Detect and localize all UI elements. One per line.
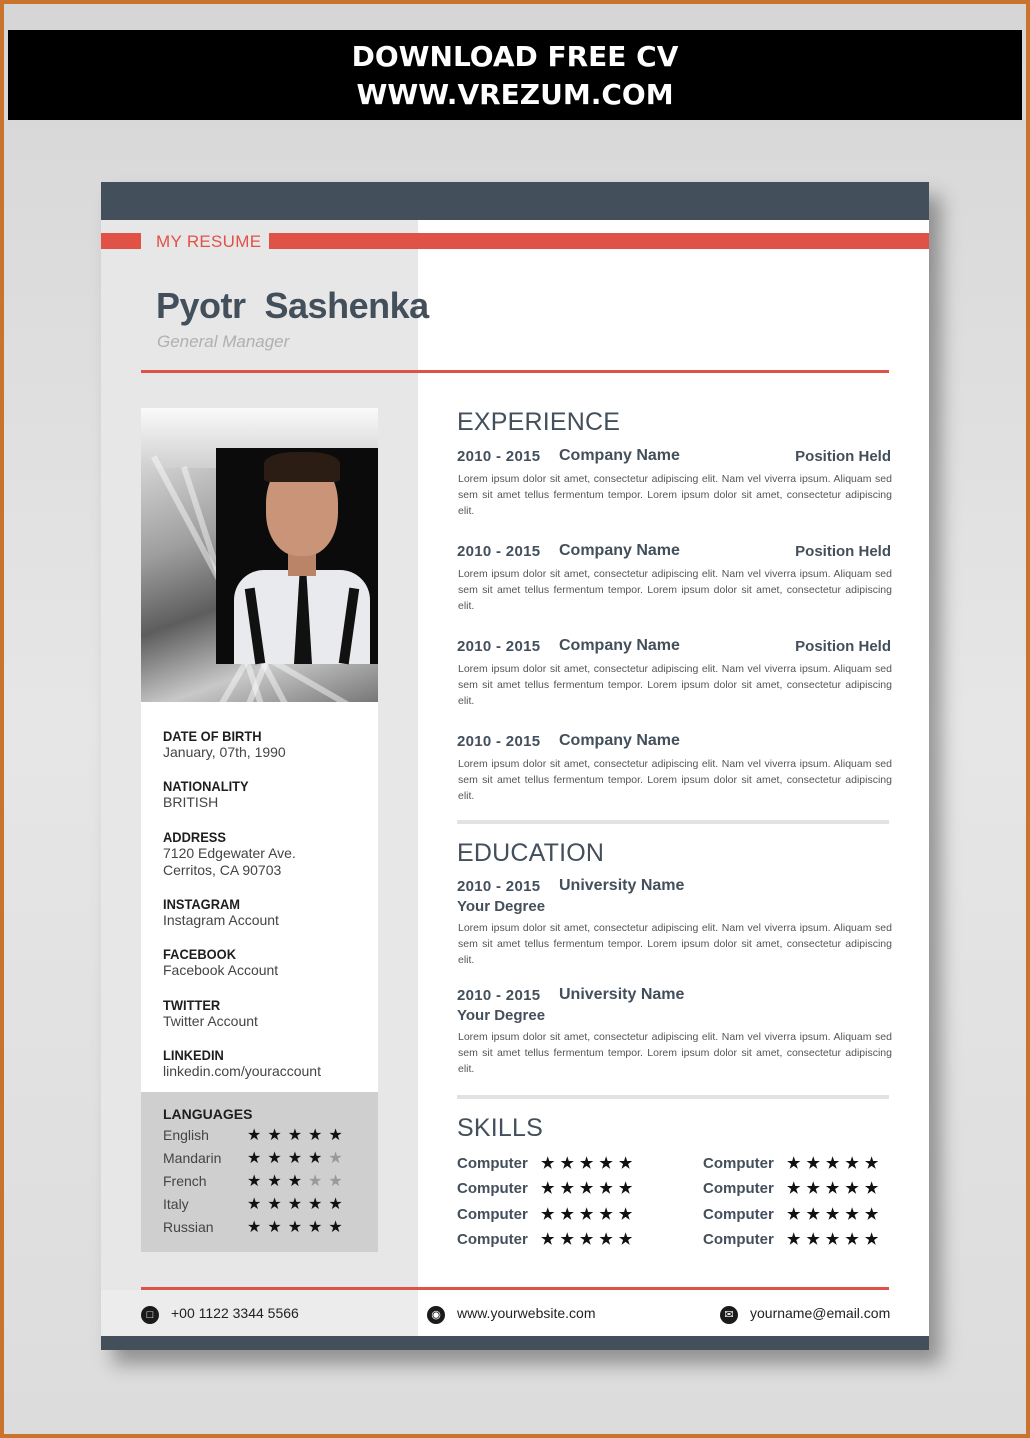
skill-row bbox=[457, 1206, 677, 1226]
candidate-title: General Manager bbox=[157, 332, 290, 351]
banner-line-1: DOWNLOAD FREE CV bbox=[351, 40, 679, 73]
star-icon: ★ bbox=[328, 1219, 349, 1236]
skill-rating bbox=[787, 1179, 884, 1197]
personal-item bbox=[163, 997, 363, 1030]
experience-years: 2010 - 2015 bbox=[457, 448, 541, 465]
personal-label: ADDRESS bbox=[163, 829, 226, 845]
skill-rating bbox=[541, 1205, 638, 1223]
star-icon: ★ bbox=[308, 1219, 329, 1236]
star-icon: ★ bbox=[599, 1205, 619, 1223]
star-icon: ★ bbox=[328, 1196, 349, 1213]
skill-row bbox=[457, 1231, 677, 1251]
education-degree: Your Degree bbox=[457, 1007, 546, 1024]
experience-company: Company Name bbox=[559, 732, 680, 749]
star-icon: ★ bbox=[308, 1150, 329, 1167]
languages-box bbox=[141, 1092, 378, 1252]
star-icon: ★ bbox=[599, 1180, 619, 1198]
language-row bbox=[163, 1196, 363, 1218]
star-icon: ★ bbox=[328, 1127, 349, 1144]
language-row bbox=[163, 1127, 363, 1149]
star-icon: ★ bbox=[247, 1219, 268, 1236]
star-icon: ★ bbox=[864, 1180, 885, 1198]
language-name: Mandarin bbox=[163, 1150, 222, 1166]
skill-rating bbox=[787, 1205, 884, 1223]
education-title: EDUCATION bbox=[457, 839, 605, 867]
star-icon: ★ bbox=[247, 1150, 268, 1167]
experience-years: 2010 - 2015 bbox=[457, 638, 541, 655]
experience-company: Company Name bbox=[559, 542, 680, 559]
star-icon: ★ bbox=[579, 1180, 600, 1198]
star-icon: ★ bbox=[541, 1230, 561, 1248]
top-bar bbox=[101, 182, 929, 220]
portrait-image bbox=[216, 448, 378, 664]
resume-tag: MY RESUME bbox=[156, 232, 262, 251]
personal-label: TWITTER bbox=[163, 997, 221, 1013]
experience-title: EXPERIENCE bbox=[457, 408, 621, 436]
star-icon: ★ bbox=[328, 1150, 349, 1167]
email-icon: ✉ bbox=[720, 1306, 738, 1324]
personal-value: 7120 Edgewater Ave. bbox=[163, 845, 296, 861]
star-icon: ★ bbox=[806, 1155, 826, 1172]
experience-description: Lorem ipsum dolor sit amet, consectetur adipiscing elit. Nam vel viverra ipsum. Aliquam sed sem sit amet tellus fermentum tempor. Lorem ipsum dolor sit amet, consectetur adipiscing elit. bbox=[458, 568, 892, 612]
experience-years: 2010 - 2015 bbox=[457, 733, 541, 750]
experience-description: Lorem ipsum dolor sit amet, consectetur adipiscing elit. Nam vel viverra ipsum. Aliquam sed sem sit amet tellus fermentum tempor. Lorem ipsum dolor sit amet, consectetur adipiscing elit. bbox=[458, 663, 892, 707]
phone-icon: □ bbox=[141, 1306, 159, 1324]
star-icon: ★ bbox=[541, 1180, 561, 1198]
star-icon: ★ bbox=[806, 1205, 826, 1223]
personal-label: LINKEDIN bbox=[163, 1047, 224, 1063]
experience-years: 2010 - 2015 bbox=[457, 543, 541, 560]
skill-name: Computer bbox=[703, 1180, 774, 1198]
personal-item bbox=[163, 1047, 363, 1080]
star-icon: ★ bbox=[287, 1196, 309, 1213]
section-divider bbox=[457, 820, 889, 824]
star-icon: ★ bbox=[560, 1155, 580, 1172]
experience-company: Company Name bbox=[559, 447, 680, 464]
resume-page bbox=[101, 182, 929, 1350]
language-rating bbox=[247, 1171, 349, 1191]
skills-title: SKILLS bbox=[457, 1114, 543, 1142]
star-icon: ★ bbox=[806, 1230, 826, 1248]
star-icon: ★ bbox=[599, 1155, 619, 1172]
experience-position: Position Held bbox=[795, 448, 891, 465]
skill-row bbox=[703, 1155, 923, 1175]
personal-label: NATIONALITY bbox=[163, 778, 249, 794]
language-name: English bbox=[163, 1127, 209, 1143]
language-rating bbox=[247, 1217, 349, 1237]
skill-rating bbox=[787, 1154, 884, 1172]
star-icon: ★ bbox=[579, 1155, 600, 1172]
star-icon: ★ bbox=[618, 1180, 639, 1198]
star-icon: ★ bbox=[541, 1155, 561, 1172]
skill-row bbox=[703, 1206, 923, 1226]
star-icon: ★ bbox=[308, 1173, 329, 1190]
language-rating bbox=[247, 1148, 349, 1168]
star-icon: ★ bbox=[287, 1150, 309, 1167]
banner-line-2: WWW.VREZUM.COM bbox=[356, 78, 674, 111]
language-rating bbox=[247, 1125, 349, 1145]
star-icon: ★ bbox=[806, 1180, 826, 1198]
header-divider bbox=[141, 370, 889, 373]
personal-value: Cerritos, CA 90703 bbox=[163, 862, 282, 878]
experience-position: Position Held bbox=[795, 638, 891, 655]
skill-name: Computer bbox=[457, 1230, 528, 1248]
star-icon: ★ bbox=[560, 1180, 580, 1198]
star-icon: ★ bbox=[247, 1173, 268, 1190]
candidate-name: Pyotr Sashenka bbox=[156, 285, 429, 326]
star-icon: ★ bbox=[864, 1155, 885, 1172]
star-icon: ★ bbox=[787, 1205, 807, 1223]
globe-icon: ◉ bbox=[427, 1306, 445, 1324]
star-icon: ★ bbox=[825, 1230, 846, 1248]
footer-phone: +00 1122 3344 5566 bbox=[171, 1305, 299, 1321]
personal-item bbox=[163, 829, 363, 879]
bottom-bar bbox=[101, 1336, 929, 1350]
personal-value: Instagram Account bbox=[163, 912, 279, 928]
language-name: French bbox=[163, 1173, 207, 1189]
star-icon: ★ bbox=[845, 1155, 865, 1172]
education-degree: Your Degree bbox=[457, 898, 546, 915]
skill-name: Computer bbox=[703, 1205, 774, 1223]
star-icon: ★ bbox=[599, 1230, 619, 1248]
star-icon: ★ bbox=[825, 1180, 846, 1198]
skill-name: Computer bbox=[457, 1180, 528, 1198]
star-icon: ★ bbox=[845, 1230, 865, 1248]
star-icon: ★ bbox=[267, 1150, 288, 1167]
experience-position: Position Held bbox=[795, 543, 891, 560]
star-icon: ★ bbox=[247, 1127, 268, 1144]
star-icon: ★ bbox=[864, 1230, 885, 1248]
star-icon: ★ bbox=[308, 1196, 329, 1213]
skill-name: Computer bbox=[457, 1205, 528, 1223]
personal-label: INSTAGRAM bbox=[163, 896, 241, 912]
education-school: University Name bbox=[559, 986, 685, 1003]
skill-rating bbox=[541, 1179, 638, 1197]
language-name: Russian bbox=[163, 1219, 214, 1235]
star-icon: ★ bbox=[864, 1205, 885, 1223]
star-icon: ★ bbox=[787, 1180, 807, 1198]
star-icon: ★ bbox=[328, 1173, 349, 1190]
personal-value: linkedin.com/youraccount bbox=[163, 1063, 321, 1079]
star-icon: ★ bbox=[845, 1205, 865, 1223]
skill-row bbox=[457, 1180, 677, 1200]
skill-row bbox=[457, 1155, 677, 1175]
skill-row bbox=[703, 1180, 923, 1200]
skill-rating bbox=[541, 1154, 638, 1172]
language-row bbox=[163, 1173, 363, 1195]
education-description: Lorem ipsum dolor sit amet, consectetur adipiscing elit. Nam vel viverra ipsum. Aliquam sed sem sit amet tellus fermentum tempor. Lorem ipsum dolor sit amet, consectetur adipiscing elit. bbox=[458, 922, 892, 966]
star-icon: ★ bbox=[308, 1127, 329, 1144]
personal-label: FACEBOOK bbox=[163, 946, 236, 962]
section-divider bbox=[457, 1095, 889, 1099]
download-banner[interactable] bbox=[8, 30, 1022, 120]
skill-name: Computer bbox=[457, 1155, 528, 1172]
star-icon: ★ bbox=[267, 1127, 288, 1144]
personal-item bbox=[163, 728, 363, 761]
education-school: University Name bbox=[559, 877, 685, 894]
language-rating bbox=[247, 1194, 349, 1214]
languages-title: LANGUAGES bbox=[163, 1106, 253, 1122]
star-icon: ★ bbox=[825, 1155, 846, 1172]
star-icon: ★ bbox=[845, 1180, 865, 1198]
star-icon: ★ bbox=[787, 1230, 807, 1248]
personal-item bbox=[163, 778, 363, 811]
experience-company: Company Name bbox=[559, 637, 680, 654]
footer-email[interactable]: yourname@email.com bbox=[750, 1305, 891, 1321]
experience-description: Lorem ipsum dolor sit amet, consectetur adipiscing elit. Nam vel viverra ipsum. Aliquam sed sem sit amet tellus fermentum tempor. Lorem ipsum dolor sit amet, consectetur adipiscing elit. bbox=[458, 758, 892, 802]
skill-rating bbox=[787, 1230, 884, 1248]
star-icon: ★ bbox=[560, 1230, 580, 1248]
star-icon: ★ bbox=[287, 1173, 309, 1190]
star-icon: ★ bbox=[267, 1196, 288, 1213]
language-row bbox=[163, 1150, 363, 1172]
personal-value: January, 07th, 1990 bbox=[163, 744, 286, 760]
star-icon: ★ bbox=[247, 1196, 268, 1213]
star-icon: ★ bbox=[579, 1205, 600, 1223]
education-description: Lorem ipsum dolor sit amet, consectetur adipiscing elit. Nam vel viverra ipsum. Aliquam sed sem sit amet tellus fermentum tempor. Lorem ipsum dolor sit amet, consectetur adipiscing elit. bbox=[458, 1031, 892, 1075]
star-icon: ★ bbox=[560, 1205, 580, 1223]
skill-rating bbox=[541, 1230, 638, 1248]
star-icon: ★ bbox=[267, 1219, 288, 1236]
education-years: 2010 - 2015 bbox=[457, 987, 541, 1004]
skill-row bbox=[703, 1231, 923, 1251]
experience-description: Lorem ipsum dolor sit amet, consectetur adipiscing elit. Nam vel viverra ipsum. Aliquam sed sem sit amet tellus fermentum tempor. Lorem ipsum dolor sit amet, consectetur adipiscing elit. bbox=[458, 473, 892, 517]
profile-photo bbox=[141, 408, 378, 702]
language-row bbox=[163, 1219, 363, 1241]
star-icon: ★ bbox=[618, 1155, 639, 1172]
personal-value: Twitter Account bbox=[163, 1013, 258, 1029]
star-icon: ★ bbox=[541, 1205, 561, 1223]
personal-label: DATE OF BIRTH bbox=[163, 728, 262, 744]
education-years: 2010 - 2015 bbox=[457, 878, 541, 895]
accent-strip-left bbox=[101, 233, 141, 249]
star-icon: ★ bbox=[287, 1127, 309, 1144]
star-icon: ★ bbox=[787, 1155, 807, 1172]
star-icon: ★ bbox=[618, 1205, 639, 1223]
star-icon: ★ bbox=[618, 1230, 639, 1248]
footer-website[interactable]: www.yourwebsite.com bbox=[457, 1305, 596, 1321]
accent-strip-right bbox=[269, 233, 929, 249]
language-name: Italy bbox=[163, 1196, 189, 1212]
star-icon: ★ bbox=[287, 1219, 309, 1236]
personal-item bbox=[163, 946, 363, 979]
personal-item bbox=[163, 896, 363, 929]
personal-value: BRITISH bbox=[163, 794, 219, 810]
skill-name: Computer bbox=[703, 1155, 774, 1172]
star-icon: ★ bbox=[267, 1173, 288, 1190]
star-icon: ★ bbox=[579, 1230, 600, 1248]
skill-name: Computer bbox=[703, 1230, 774, 1248]
star-icon: ★ bbox=[825, 1205, 846, 1223]
personal-value: Facebook Account bbox=[163, 962, 279, 978]
